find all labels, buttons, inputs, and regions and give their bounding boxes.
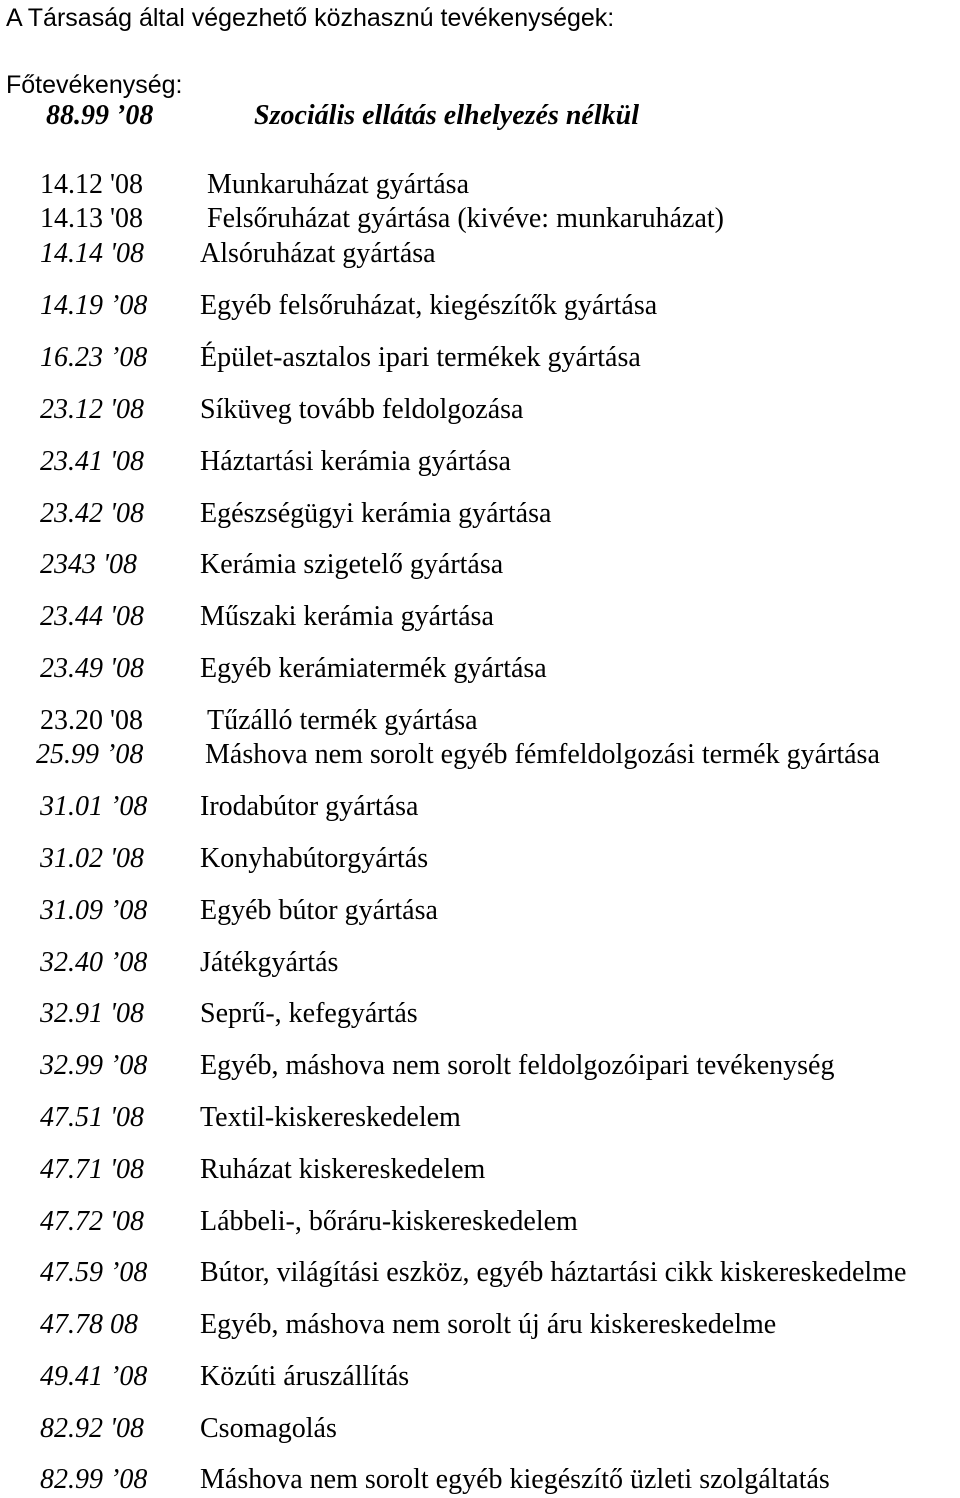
activity-row bbox=[0, 1412, 960, 1446]
activity-row bbox=[0, 842, 960, 876]
activity-row bbox=[0, 202, 960, 236]
activity-name: Egyéb bútor gyártása bbox=[200, 895, 438, 926]
activity-name: Játékgyártás bbox=[200, 947, 339, 978]
activity-code: 82.99 ’08 bbox=[40, 1464, 148, 1495]
main-activity-code: 88.99 ’08 bbox=[46, 100, 154, 131]
activity-row bbox=[0, 790, 960, 824]
activity-code: 14.19 ’08 bbox=[40, 290, 148, 321]
activity-code: 23.12 '08 bbox=[40, 394, 144, 425]
activity-name: Máshova nem sorolt egyéb fémfeldolgozási termék gyártása bbox=[205, 739, 880, 770]
activity-name: Közúti áruszállítás bbox=[200, 1361, 410, 1392]
activity-name: Épület-asztalos ipari termékek gyártása bbox=[200, 342, 641, 373]
activity-name: Felsőruházat gyártása (kivéve: munkaruházat) bbox=[207, 203, 725, 234]
activity-name: Egyéb felsőruházat, kiegészítők gyártása bbox=[200, 290, 658, 321]
activity-code: 49.41 ’08 bbox=[40, 1361, 148, 1392]
activity-name: Egyéb, máshova nem sorolt új áru kiskereskedelme bbox=[200, 1309, 777, 1340]
activity-row bbox=[0, 997, 960, 1031]
activity-name: Műszaki kerámia gyártása bbox=[200, 601, 494, 632]
activity-name: Csomagolás bbox=[200, 1413, 337, 1444]
activity-row bbox=[0, 548, 960, 582]
activity-code: 25.99 ’08 bbox=[36, 739, 144, 770]
page-heading: A Társaság által végezhető közhasznú tevékenységek: bbox=[6, 4, 615, 32]
activity-code: 32.91 '08 bbox=[40, 998, 144, 1029]
activity-row bbox=[0, 1360, 960, 1394]
activity-name: Síküveg tovább feldolgozása bbox=[200, 394, 524, 425]
activity-name: Munkaruházat gyártása bbox=[207, 169, 469, 200]
activity-row bbox=[0, 1256, 960, 1290]
activity-code: 47.78 08 bbox=[40, 1309, 138, 1340]
activity-row bbox=[0, 1049, 960, 1083]
activity-code: 82.92 '08 bbox=[40, 1413, 144, 1444]
activity-row bbox=[0, 704, 960, 738]
activity-code: 31.09 ’08 bbox=[40, 895, 148, 926]
activity-row bbox=[0, 237, 960, 271]
activity-code: 23.42 '08 bbox=[40, 498, 144, 529]
activity-row bbox=[0, 445, 960, 479]
activity-row bbox=[0, 1101, 960, 1135]
activity-row bbox=[0, 497, 960, 531]
activity-row bbox=[0, 1308, 960, 1342]
activity-code: 31.02 '08 bbox=[40, 843, 144, 874]
activity-name: Egyéb kerámiatermék gyártása bbox=[200, 653, 547, 684]
activity-row bbox=[0, 289, 960, 323]
activity-code: 23.41 '08 bbox=[40, 446, 144, 477]
activity-name: Textil-kiskereskedelem bbox=[200, 1102, 461, 1133]
activity-name: Egészségügyi kerámia gyártása bbox=[200, 498, 552, 529]
activity-code: 23.44 '08 bbox=[40, 601, 144, 632]
activity-code: 32.40 ’08 bbox=[40, 947, 148, 978]
activity-name: Alsóruházat gyártása bbox=[200, 238, 436, 269]
activity-row bbox=[0, 600, 960, 634]
activity-row bbox=[0, 738, 960, 772]
activity-row bbox=[0, 1463, 960, 1497]
activity-name: Máshova nem sorolt egyéb kiegészítő üzleti szolgáltatás bbox=[200, 1464, 830, 1495]
activity-code: 47.59 ’08 bbox=[40, 1257, 148, 1288]
activity-code: 2343 '08 bbox=[40, 549, 137, 580]
activity-name: Bútor, világítási eszköz, egyéb háztartási cikk kiskereskedelme bbox=[200, 1257, 907, 1288]
activity-name: Tűzálló termék gyártása bbox=[207, 705, 478, 736]
activity-code: 23.20 '08 bbox=[40, 705, 144, 736]
activity-name: Háztartási kerámia gyártása bbox=[200, 446, 511, 477]
activity-name: Kerámia szigetelő gyártása bbox=[200, 549, 504, 580]
activity-code: 23.49 '08 bbox=[40, 653, 144, 684]
activity-code: 47.71 '08 bbox=[40, 1154, 144, 1185]
activity-row bbox=[0, 652, 960, 686]
activity-name: Seprű-, kefegyártás bbox=[200, 998, 418, 1029]
activity-code: 47.51 '08 bbox=[40, 1102, 144, 1133]
main-activity-label: Főtevékenység: bbox=[6, 71, 183, 99]
activity-row bbox=[0, 393, 960, 427]
activity-name: Irodabútor gyártása bbox=[200, 791, 419, 822]
activity-row bbox=[0, 1153, 960, 1187]
activity-row bbox=[0, 168, 960, 202]
activity-row bbox=[0, 946, 960, 980]
activity-code: 31.01 ’08 bbox=[40, 791, 148, 822]
activity-name: Lábbeli-, bőráru-kiskereskedelem bbox=[200, 1206, 578, 1237]
activity-name: Ruházat kiskereskedelem bbox=[200, 1154, 486, 1185]
activity-code: 47.72 '08 bbox=[40, 1206, 144, 1237]
main-activity-name: Szociális ellátás elhelyezés nélkül bbox=[254, 100, 639, 131]
activity-row bbox=[0, 341, 960, 375]
activity-name: Konyhabútorgyártás bbox=[200, 843, 429, 874]
activity-code: 16.23 ’08 bbox=[40, 342, 148, 373]
activity-name: Egyéb, máshova nem sorolt feldolgozóipari tevékenység bbox=[200, 1050, 835, 1081]
activity-code: 14.13 '08 bbox=[40, 203, 144, 234]
activity-row bbox=[0, 894, 960, 928]
activity-code: 14.14 '08 bbox=[40, 238, 144, 269]
activity-code: 32.99 ’08 bbox=[40, 1050, 148, 1081]
activity-row bbox=[0, 1205, 960, 1239]
activity-code: 14.12 '08 bbox=[40, 169, 144, 200]
